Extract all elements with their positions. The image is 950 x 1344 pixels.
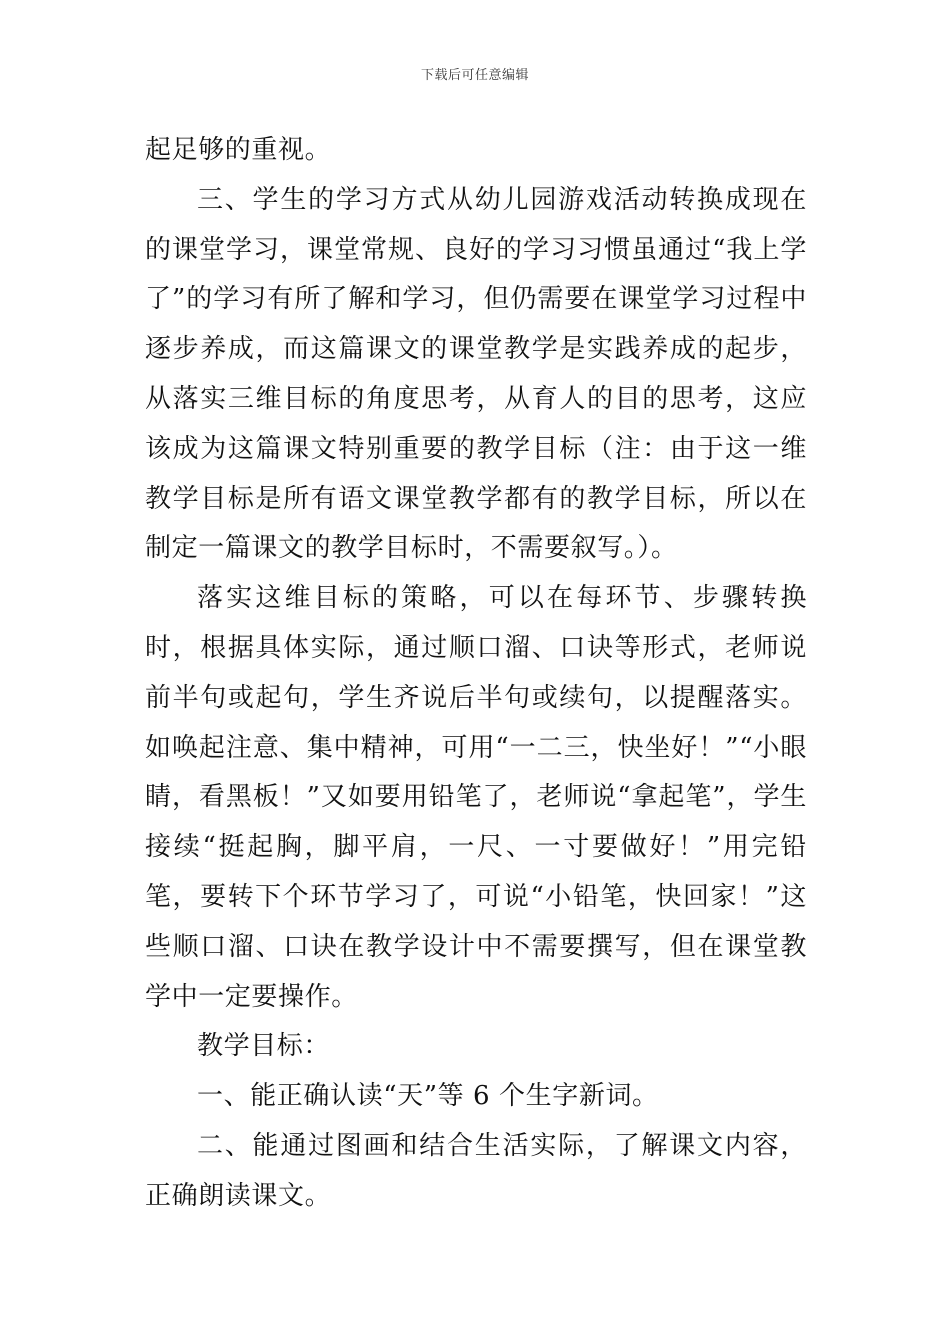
document-body bbox=[145, 126, 807, 1222]
goal-item-two: 二、能通过图画和结合生活实际，了解课文内容，正确朗读课文。 bbox=[145, 1130, 807, 1211]
header-note: 下载后可任意编辑 bbox=[420, 68, 529, 83]
paragraph-strategy: 落实这维目标的策略，可以在每环节、步骤转换时，根据具体实际，通过顺口溜、口诀等形式，老师说前半句或起句，学生齐说后半句或续句，以提醒落实。如唤起注意、集中精神，可用“一二三，快坐好！”“小眼睛，看黑板！”又如要用铅笔了，老师说“拿起笔”，学生接续“挺起胸，脚平肩，一尺、一寸要做好！”用完铅笔，要转下个环节学习了，可说“小铅笔，快回家！”这些顺口溜、口诀在教学设计中不需要撰写，但在课堂教学中一定要操作。 bbox=[145, 583, 807, 1012]
paragraph-point-three: 三、学生的学习方式从幼儿园游戏活动转换成现在的课堂学习，课堂常规、良好的学习习惯虽通过“我上学了”的学习有所了解和学习，但仍需要在课堂学习过程中逐步养成，而这篇课文的课堂教学是实践养成的起步，从落实三维目标的角度思考，从育人的目的思考，这应该成为这篇课文特别重要的教学目标（注：由于这一维教学目标是所有语文课堂教学都有的教学目标，所以在制定一篇课文的教学目标时，不需要叙写。）。 bbox=[145, 184, 807, 564]
paragraph-continuation: 起足够的重视。 bbox=[145, 135, 332, 165]
section-heading-teaching-goals: 教学目标： bbox=[197, 1031, 331, 1062]
goal-item-one: 一、能正确认读“天”等 6 个生字新词。 bbox=[197, 1081, 659, 1112]
